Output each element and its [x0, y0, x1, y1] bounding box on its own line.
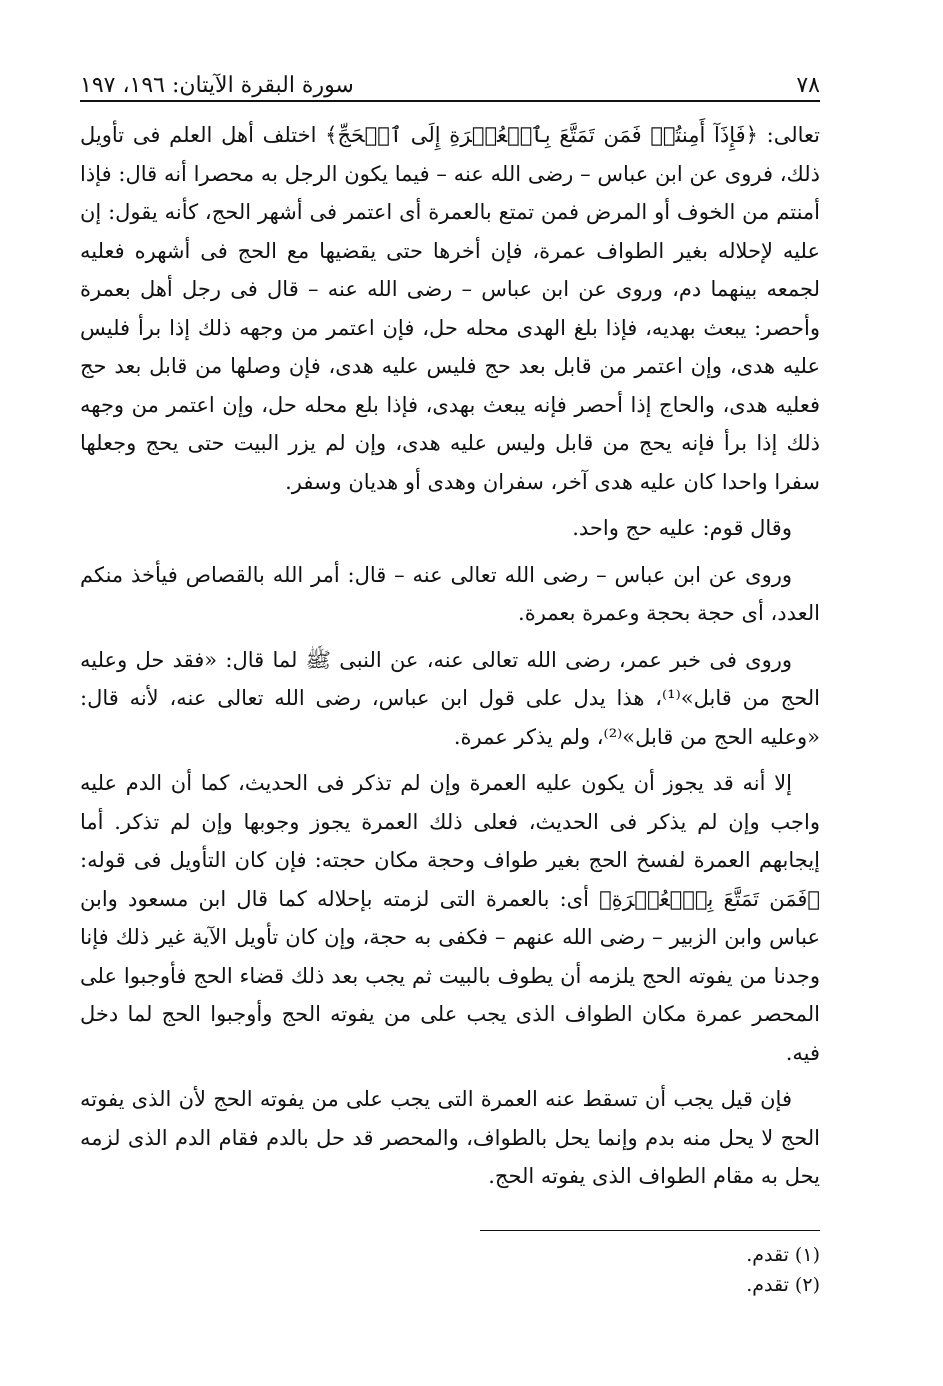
footnote: (٢) تقدم.	[746, 1274, 820, 1296]
paragraph: وروى عن ابن عباس – رضى الله تعالى عنه – قال: أمر الله بالقصاص فيأخذ منكم العدد، أى حجة بحجة وعمرة بعمرة.	[80, 562, 820, 625]
footnotes	[480, 1240, 820, 1300]
paragraph: وقال قوم: عليه حج واحد.	[572, 516, 792, 540]
main-text	[80, 116, 820, 1204]
running-title: سورة البقرة الآيتان: ١٩٦، ١٩٧	[80, 73, 354, 98]
page-header	[80, 58, 820, 98]
paragraph: تعالى: ﴿فَإِذَآ أَمِنتُمۡ فَمَن تَمَتَّعَ بِٱلۡعُمۡرَةِ إِلَى ٱلۡحَجِّ﴾ اختلف أهل العلم فى تأويل ذلك، فروى عن ابن عباس – رضى الله عنه – فيما يكون الرجل به محصرا أنه قال: فإذا أمنتم من الخوف أو المرض فمن تمتع بالعمرة أى اعتمر فى أشهر الحج، كأنه يقول: إن عليه لإحلاله بغير الطواف عمرة، فإن أخرها حتى يقضيها مع الحج فى أشهره فعليه لجمعه بينهما دم، وروى عن ابن عباس – رضى الله عنه – قال فى رجل أهل بعمرة وأحصر: يبعث بهديه، فإذا بلغ الهدى محله حل، فإن اعتمر من وجهه ذلك إذا برأ فليس عليه هدى، وإن اعتمر من قابل بعد حج فليس عليه هدى، فإن وصلها من قابل بعد حج فعليه هدى، والحاج إذا أحصر فإنه يبعث بهدى، فإذا بلع محله حل، وإن اعتمر من وجهه ذلك إذا برأ فإنه يحج من قابل وليس عليه هدى، وإن لم يزر البيت حتى يحج وجعلها سفرا واحدا كان عليه هدى آخر، سفران وهدى أو هديان وسفر.	[80, 123, 820, 494]
footnote: (١) تقدم.	[746, 1244, 820, 1266]
header-divider	[80, 100, 820, 102]
paragraph: وروى فى خبر عمر، رضى الله تعالى عنه، عن النبى ﷺ لما قال: «فقد حل وعليه الحج من قابل»⁽¹⁾، هذا يدل على قول ابن عباس، رضى الله تعالى عنه، لأنه قال: «وعليه الحج من قابل»⁽²⁾، ولم يذكر عمرة.	[80, 647, 820, 749]
footnote-divider	[480, 1230, 820, 1231]
page-number: ٧٨	[796, 73, 820, 98]
paragraph: فإن قيل يجب أن تسقط عنه العمرة التى يجب على من يفوته الحج لأن الذى يفوته الحج لا يحل منه بدم وإنما يحل بالطواف، والمحصر قد حل بالدم فقام الدم الذى لزمه يحل به مقام الطواف الذى يفوته الحج.	[80, 1087, 820, 1188]
paragraph: إلا أنه قد يجوز أن يكون عليه العمرة وإن لم تذكر فى الحديث، كما أن الدم عليه واجب وإن لم يذكر فى الحديث، فعلى ذلك العمرة يجوز وجوبها وإن لم تذكر. أما إيجابهم العمرة لفسخ الحج بغير طواف وحجة مكان حجته: فإن كان التأويل فى قوله: ﴿فَمَن تَمَتَّعَ بِٱلۡعُمۡرَةِ﴾ أى: بالعمرة التى لزمته بإحلاله كما قال ابن مسعود وابن عباس وابن الزبير – رضى الله عنهم – فكفى به حجة، وإن كان تأويل الآية غير ذلك فإنا وجدنا من يفوته الحج يلزمه أن يطوف بالبيت ثم يجب بعد ذلك قضاء الحج فأوجبوا على المحصر عمرة مكان الطواف الذى يجب على من يفوته الحج وأوجبوا الحج لما دخل فيه.	[80, 771, 821, 1065]
